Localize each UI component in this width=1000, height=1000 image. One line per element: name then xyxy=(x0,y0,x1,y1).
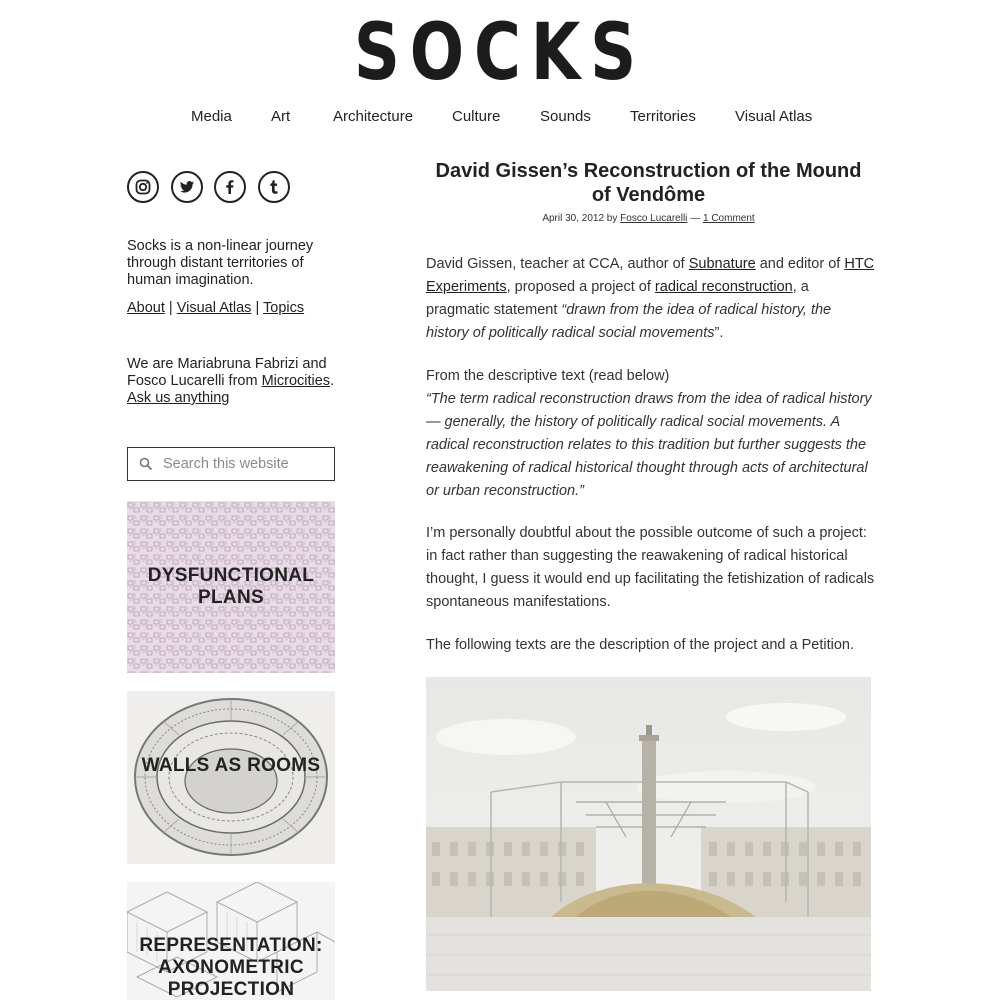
twitter-icon[interactable] xyxy=(171,171,203,203)
text-span: , a pragmatic statement xyxy=(426,279,809,318)
tile-walls-image xyxy=(127,691,335,864)
authors-text xyxy=(127,356,342,407)
article-title[interactable]: David Gissen’s Reconstruction of the Mound of Vendôme xyxy=(435,160,862,206)
nav-item-visual-atlas[interactable]: Visual Atlas xyxy=(735,108,813,125)
nav-item-territories[interactable]: Territories xyxy=(630,108,696,125)
tumblr-icon[interactable] xyxy=(258,171,290,203)
text-span: , proposed a project of xyxy=(506,279,655,295)
author-link[interactable]: Fosco Lucarelli xyxy=(620,213,688,224)
tile-caption: DYSFUNCTIONAL PLANS xyxy=(147,565,315,608)
visual-atlas-link[interactable]: Visual Atlas xyxy=(176,300,252,316)
quote-intro: From the descriptive text (read below) xyxy=(426,368,670,384)
nav-item-art[interactable]: Art xyxy=(271,108,291,125)
facebook-icon[interactable] xyxy=(214,171,246,203)
site-logo[interactable]: SOCKS xyxy=(353,8,647,98)
article-image[interactable] xyxy=(426,677,871,991)
nav-item-culture[interactable]: Culture xyxy=(452,108,501,125)
tile-dysfunctional-plans[interactable] xyxy=(127,501,335,673)
paragraph-followup: The following texts are the description of the project and a Petition. xyxy=(426,637,854,653)
meta-dash: — xyxy=(687,213,703,224)
search-input[interactable] xyxy=(163,456,323,472)
quote-text: “drawn from the idea of radical history, the history of politically radical social movements xyxy=(426,302,832,341)
authors-period: . xyxy=(330,373,335,389)
by-label: by xyxy=(604,213,621,224)
quote-text: “The term radical reconstruction draws from the idea of radical history — generally, the history of politically radical social movements. A radical reconstruction relates to this tradition but further suggests the reawakening of radical historical thought through acts of architectural or urban reconstruction.” xyxy=(426,391,872,499)
text-span: ”. xyxy=(714,325,724,341)
separator: | xyxy=(164,300,177,316)
comments-link[interactable]: 1 Comment xyxy=(702,213,755,224)
nav-item-media[interactable]: Media xyxy=(191,108,232,125)
nav-item-architecture[interactable]: Architecture xyxy=(333,108,414,125)
site-description: Socks is a non-linear journey through distant territories of human imagination. xyxy=(127,238,314,288)
post-date: April 30, 2012 xyxy=(542,213,605,224)
search-box xyxy=(127,447,335,481)
about-link[interactable]: About xyxy=(127,300,165,316)
topics-link[interactable]: Topics xyxy=(263,300,305,316)
search-icon xyxy=(139,457,153,471)
nav-item-sounds[interactable]: Sounds xyxy=(540,108,591,125)
paragraph-quote xyxy=(426,365,876,503)
subnature-link[interactable]: Subnature xyxy=(688,256,756,272)
tile-walls-as-rooms[interactable] xyxy=(127,691,335,864)
htc-experiments-link[interactable]: HTC Experiments xyxy=(426,256,875,295)
text-span: and editor of xyxy=(755,256,845,272)
article-meta xyxy=(426,213,871,224)
paragraph-intro xyxy=(426,253,876,345)
text-span: David Gissen, teacher at CCA, author of xyxy=(426,256,689,272)
paragraph-opinion: I’m personally doubtful about the possible outcome of such a project: in fact rather than suggesting the reawakening of radical historical thought, I guess it would end up facilitating the fetishization of radicals spontaneous manifestations. xyxy=(426,525,875,610)
separator: | xyxy=(251,300,263,316)
main-nav xyxy=(0,108,1000,132)
radical-reconstruction-link[interactable]: radical reconstruction xyxy=(654,279,793,295)
microcities-link[interactable]: Microcities xyxy=(261,373,331,389)
tile-caption: REPRESENTATION: AXONOMETRIC PROJECTION xyxy=(139,935,323,1000)
ask-us-link[interactable]: Ask us anything xyxy=(127,390,230,406)
tile-representation[interactable] xyxy=(127,882,335,1000)
authors-intro: We are Mariabruna Fabrizi and Fosco Lucarelli from xyxy=(127,356,327,389)
tile-caption: WALLS AS ROOMS xyxy=(141,755,321,776)
sidebar-links xyxy=(127,300,337,317)
instagram-icon[interactable] xyxy=(127,171,159,203)
